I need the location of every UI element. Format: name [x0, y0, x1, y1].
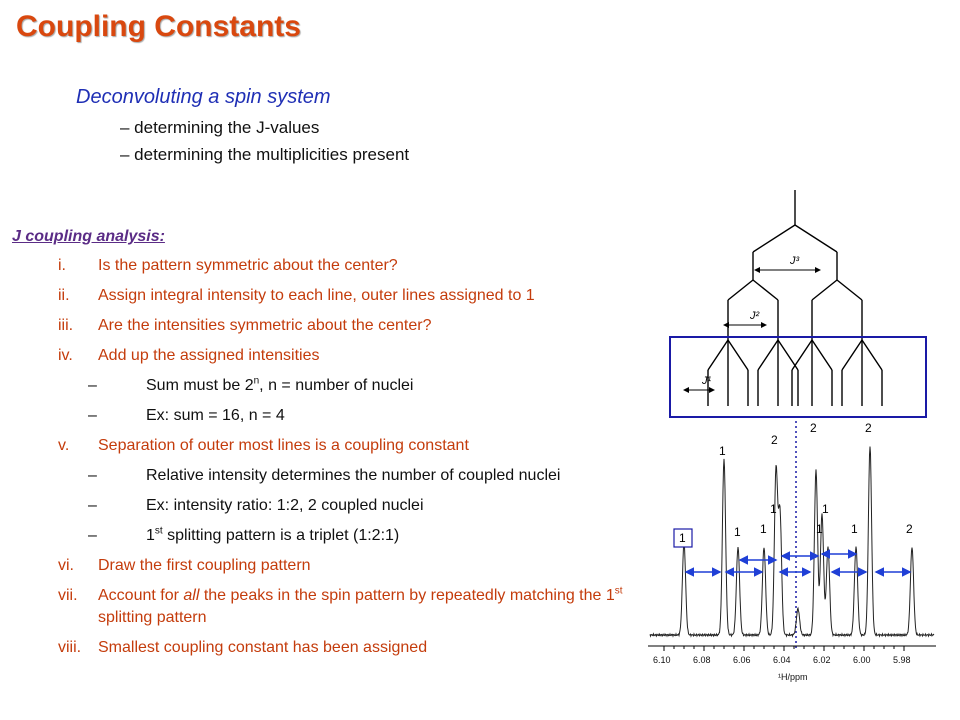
step-number: viii. — [58, 639, 82, 656]
step-7 — [58, 585, 648, 629]
intensity-label: 2 — [771, 433, 778, 447]
spacing-arrows — [686, 554, 910, 572]
step-1 — [58, 255, 648, 277]
axis-title: ¹H/ppm — [778, 672, 808, 682]
substep-text: Ex: sum = 16, n = 4 — [146, 407, 285, 424]
step-text: Are the intensities symmetric about the center? — [98, 317, 432, 334]
section-heading: J coupling analysis: — [12, 228, 165, 245]
step-text: Assign integral intensity to each line, outer lines assigned to 1 — [98, 287, 535, 304]
tree-branch — [812, 280, 837, 300]
step-text: Account for all the peaks in the spin pattern by repeatedly matching the 1st splitting pattern — [98, 585, 623, 626]
tree-branch — [842, 340, 862, 370]
intensity-labels — [719, 421, 913, 539]
boxed-intensity-label: 1 — [679, 531, 686, 545]
step-6 — [58, 555, 648, 577]
step-number: iv. — [58, 347, 73, 364]
substep-5a — [88, 465, 648, 487]
substep-text: Sum must be 2$^n$, n = number of nuclei — [146, 375, 414, 394]
intensity-label: 1 — [822, 502, 829, 516]
tick-label: 6.06 — [733, 655, 751, 665]
step-number: v. — [58, 437, 70, 454]
step-text: Smallest coupling constant has been assigned — [98, 639, 428, 656]
subtitle: Deconvoluting a spin system — [76, 86, 331, 108]
tick-label: 6.08 — [693, 655, 711, 665]
step-number: ii. — [58, 287, 70, 304]
intensity-label: 1 — [851, 522, 858, 536]
tick-label: 6.02 — [813, 655, 831, 665]
intensity-label: 1 — [770, 502, 777, 516]
dash: – — [88, 527, 97, 544]
dash: – — [88, 377, 97, 394]
intensity-label: 2 — [810, 421, 817, 435]
step-3 — [58, 315, 648, 337]
tree-branch — [812, 340, 832, 370]
tree-branch — [758, 340, 778, 370]
substep-text: Relative intensity determines the number of coupled nuclei — [146, 467, 561, 484]
tree-branch — [837, 280, 862, 300]
page-title: Coupling Constants — [16, 10, 301, 43]
step-text: Is the pattern symmetric about the center? — [98, 257, 398, 274]
step-text: Draw the first coupling pattern — [98, 557, 311, 574]
intensity-label: 1 — [719, 444, 726, 458]
tick-label: 6.10 — [653, 655, 671, 665]
steps-list — [58, 255, 648, 667]
axis-ticks — [653, 646, 911, 665]
step-number: vii. — [58, 587, 78, 604]
substep-5b — [88, 495, 648, 517]
dash: – — [88, 467, 97, 484]
tree-branch — [862, 340, 882, 370]
substep-text: Ex: intensity ratio: 1:2, 2 coupled nuclei — [146, 497, 424, 514]
step-number: iii. — [58, 317, 74, 334]
tree-branch — [795, 225, 837, 252]
bullet-j-values: – determining the J-values — [120, 118, 320, 137]
splitting-tree — [708, 190, 882, 406]
tree-branch — [728, 280, 753, 300]
j3-label: J³ — [790, 255, 800, 267]
step-number: vi. — [58, 557, 74, 574]
tree-branch — [728, 340, 748, 370]
tree-branch — [753, 225, 795, 252]
intensity-label: 1 — [816, 522, 823, 536]
tree-branch — [792, 340, 812, 370]
step-8 — [58, 637, 648, 659]
step-4 — [58, 345, 648, 367]
j2-label: J² — [750, 310, 760, 322]
step-2 — [58, 285, 648, 307]
j1-label: J¹ — [702, 375, 712, 387]
intensity-label: 1 — [760, 522, 767, 536]
substep-text: 1st splitting pattern is a triplet (1:2:1) — [146, 525, 400, 544]
substep-4b — [88, 405, 648, 427]
intensity-label: 2 — [865, 421, 872, 435]
dash: – — [88, 497, 97, 514]
dash: – — [88, 407, 97, 424]
bullet-multiplicities: – determining the multiplicities present — [120, 145, 410, 164]
splitting-diagram — [640, 180, 940, 710]
substep-5c — [88, 525, 648, 547]
tree-branch — [753, 280, 778, 300]
substep-4a — [88, 375, 648, 397]
step-number: i. — [58, 257, 66, 274]
step-5 — [58, 435, 648, 457]
step-text: Add up the assigned intensities — [98, 347, 320, 364]
tick-label: 5.98 — [893, 655, 911, 665]
tick-label: 6.00 — [853, 655, 871, 665]
intensity-label: 2 — [906, 522, 913, 536]
tree-branch — [708, 340, 728, 370]
step-text: Separation of outer most lines is a coupling constant — [98, 437, 469, 454]
tick-label: 6.04 — [773, 655, 791, 665]
intensity-label: 1 — [734, 525, 741, 539]
